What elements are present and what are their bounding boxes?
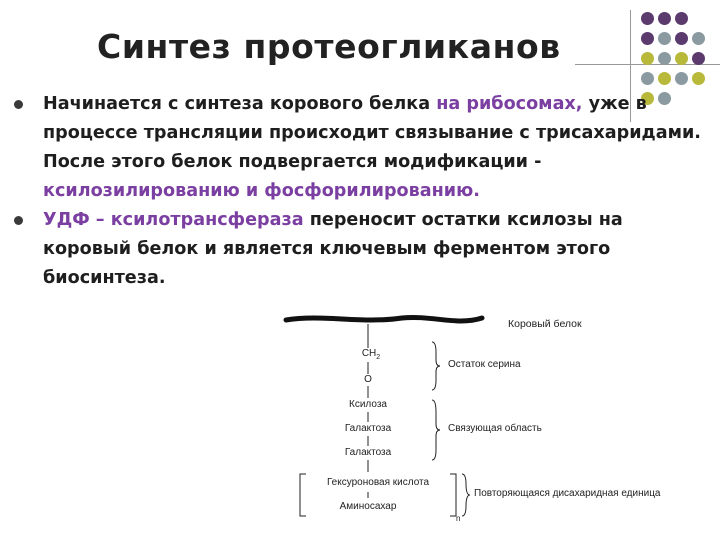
bullet-item [14, 206, 714, 293]
linking-region-label: Связующая область [448, 423, 542, 434]
decor-dot [675, 32, 688, 45]
bullet-item [14, 90, 714, 206]
oxygen-label: O [364, 374, 372, 385]
bullet-text [43, 94, 701, 201]
hexuronic-acid-label: Гексуроновая кислота [326, 477, 430, 488]
decor-dot [675, 72, 688, 85]
bullet-dot-icon [14, 100, 23, 109]
galactose-1-label: Галактоза [344, 423, 392, 434]
ch2-text: CH [361, 348, 377, 359]
xylose-label: Ксилоза [349, 399, 387, 410]
serine-residue-label: Остаток серина [448, 359, 521, 370]
bullet-dot-icon [14, 216, 23, 225]
bullet-segment-highlight: УДФ – ксилотрансфераза [43, 210, 304, 230]
bullet-segment: Начинается с синтеза корового белка [43, 94, 437, 114]
slide-title: Синтез протеогликанов [97, 27, 561, 66]
decor-dot [675, 12, 688, 25]
decor-dot [692, 72, 705, 85]
decor-dot [658, 72, 671, 85]
bullet-segment-highlight: на рибосомах, [436, 94, 583, 114]
repeat-brace [462, 474, 470, 516]
aminosugar-label: Аминосахар [339, 501, 397, 512]
ch2-subscript: 2 [376, 354, 381, 361]
linking-brace [432, 400, 440, 460]
bullet-list [14, 90, 714, 293]
repeating-unit-label: Повторяющаяся дисахаридная единица [474, 488, 661, 499]
repeat-bracket-right [450, 474, 456, 516]
serine-brace [432, 342, 440, 390]
decor-dot [641, 52, 654, 65]
decor-dot [641, 72, 654, 85]
bullet-segment: переносит остатки ксилозы на коровый белок и является ключевым ферментом этого биосинтеза. [43, 210, 623, 288]
n-subscript-label: n [456, 514, 461, 523]
decor-dot [692, 32, 705, 45]
core-protein-line [286, 317, 482, 321]
bullet-segment: уже в процессе трансляции происходит связывание с трисахаридами. После этого белок подвергается модификации - [43, 94, 701, 172]
repeat-bracket-left [300, 474, 306, 516]
decor-dot [675, 52, 688, 65]
decor-dot [641, 12, 654, 25]
decor-dot [658, 52, 671, 65]
bullet-segment-highlight: ксилозилированию и фосфорилированию. [43, 181, 480, 201]
ch2-label [362, 348, 380, 361]
decor-dot [658, 12, 671, 25]
bullet-text [43, 210, 623, 288]
galactose-2-label: Галактоза [344, 447, 392, 458]
decor-dot [692, 52, 705, 65]
decor-dot [658, 32, 671, 45]
core-protein-label: Коровый белок [508, 318, 582, 330]
proteoglycan-structure-diagram [282, 312, 680, 537]
decor-dot [641, 32, 654, 45]
